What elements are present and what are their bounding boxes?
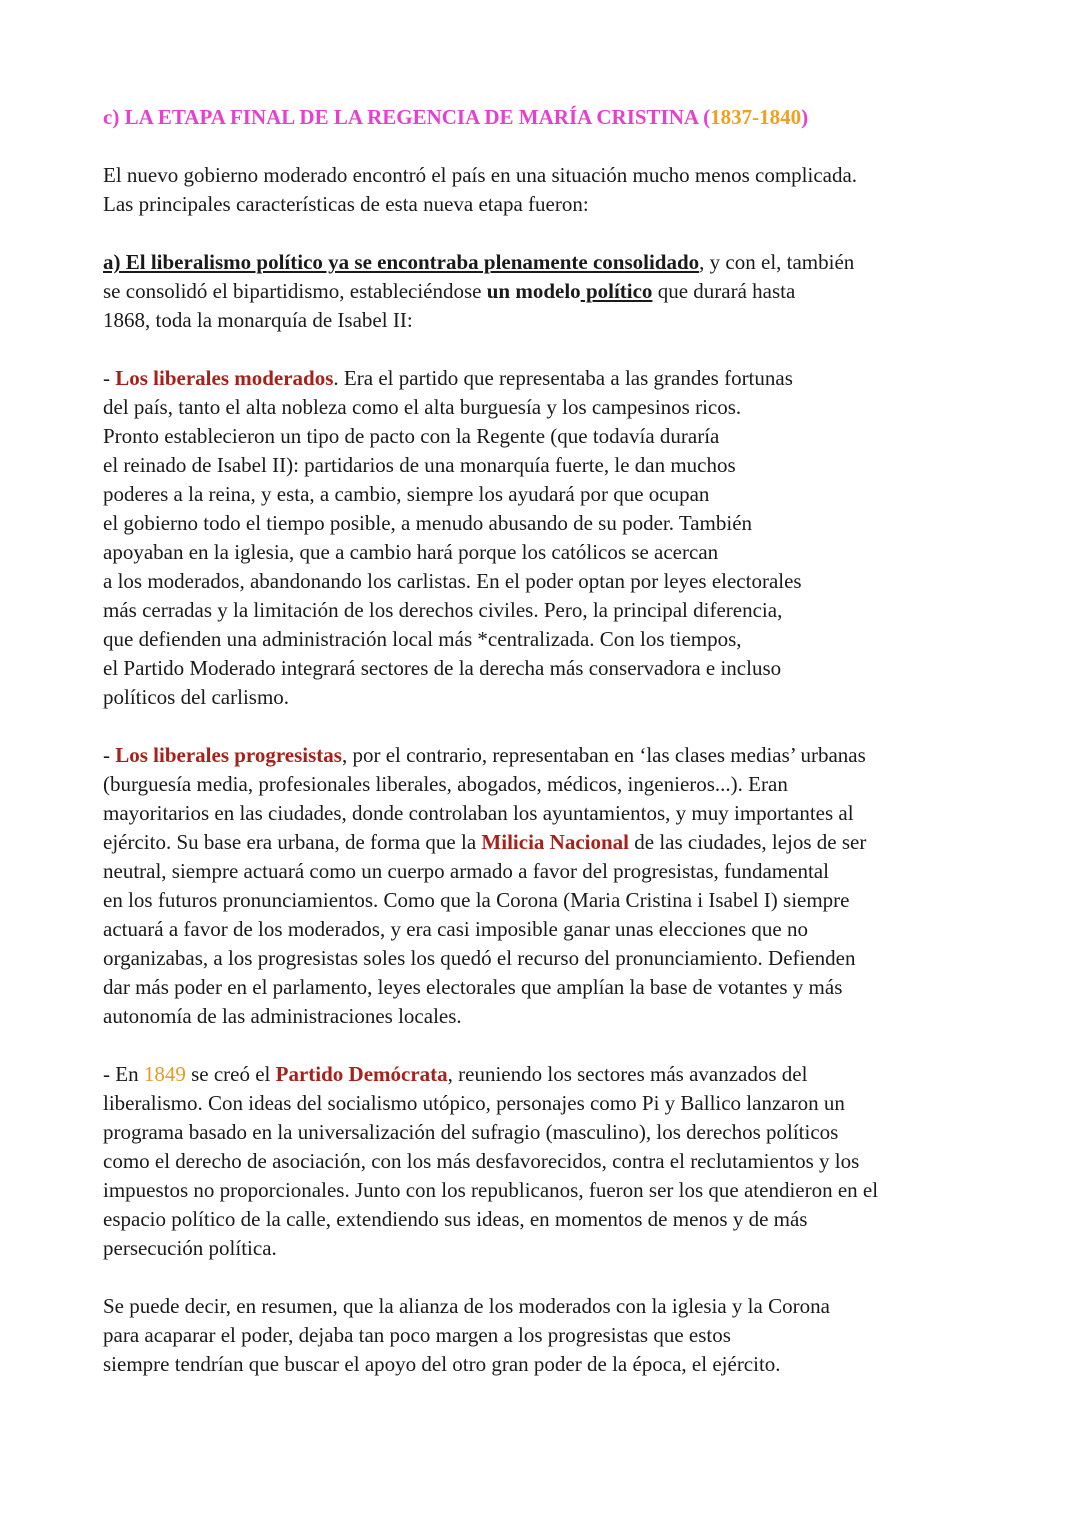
point-a-text: se consolidó el bipartidismo, estableciéndose [103,279,487,303]
dash: - [103,743,116,767]
moderados-line: poderes a la reina, y esta, a cambio, siempre los ayudará por que ocupan [103,482,710,506]
point-a-line [103,277,1003,306]
progresistas-text: ejército. Su base era urbana, de forma que la [103,830,482,854]
conclusion-paragraph [103,1292,1003,1379]
moderados-term: Los liberales moderados [115,366,334,390]
democrata-line: persecución política. [103,1236,277,1260]
democrata-text: se creó el [185,1062,276,1086]
conclusion-line: siempre tendrían que buscar el apoyo del otro gran poder de la época, el ejército. [103,1352,781,1376]
moderados-line: Pronto establecieron un tipo de pacto con la Regente (que todavía duraría [103,424,720,448]
point-a-text: que durará hasta [652,279,796,303]
democrata-text: - En [103,1062,144,1086]
point-a-heading: a) El liberalismo político ya se encontraba plenamente consolidado [103,250,700,274]
point-a-line: 1868, toda la monarquía de Isabel II: [103,308,413,332]
progresistas-line: organizabas, a los progresistas soles los quedó el recurso del pronunciamiento. Defienden [103,946,856,970]
democrata-paragraph [103,1060,1003,1263]
intro-paragraph [103,161,1003,219]
section-title [103,103,1003,132]
point-a-bold-underline: político [580,279,653,303]
title-years: 1837-1840 [710,105,802,129]
progresistas-line: mayoritarios en las ciudades, donde controlaban los ayuntamientos, y muy importantes al [103,801,854,825]
democrata-line: programa basado en la universalización del sufragio (masculino), los derechos políticos [103,1120,839,1144]
democrata-text: , reuniendo los sectores más avanzados del [447,1062,808,1086]
progresistas-paragraph [103,741,1003,1031]
conclusion-line: para acaparar el poder, dejaba tan poco margen a los progresistas que estos [103,1323,731,1347]
moderados-line: más cerradas y la limitación de los derechos civiles. Pero, la principal diferencia, [103,598,783,622]
progresistas-line: neutral, siempre actuará como un cuerpo armado a favor del progresistas, fundamental [103,859,829,883]
point-a-paragraph [103,248,1003,335]
moderados-line: a los moderados, abandonando los carlistas. En el poder optan por leyes electorales [103,569,802,593]
milicia-nacional-term: Milicia Nacional [481,830,629,854]
moderados-text: . Era el partido que representaba a las grandes fortunas [333,366,793,390]
progresistas-line: en los futuros pronunciamientos. Como que la Corona (Maria Cristina i Isabel I) siempre [103,888,850,912]
democrata-line: impuestos no proporcionales. Junto con los republicanos, fueron ser los que atendieron en el [103,1178,879,1202]
progresistas-line: (burguesía media, profesionales liberales, abogados, médicos, ingenieros...). Eran [103,772,788,796]
moderados-line: políticos del carlismo. [103,685,290,709]
point-a-line [103,248,1003,277]
democrata-line: como el derecho de asociación, con los más desfavorecidos, contra el reclutamientos y los [103,1149,860,1173]
progresistas-line [103,828,1003,857]
democrata-line: espacio político de la calle, extendiendo sus ideas, en momentos de menos y de más [103,1207,808,1231]
moderados-line: apoyaban en la iglesia, que a cambio hará porque los católicos se acercan [103,540,719,564]
progresistas-line [103,741,1003,770]
progresistas-line: autonomía de las administraciones locales. [103,1004,462,1028]
intro-line: El nuevo gobierno moderado encontró el país en una situación mucho menos complicada. [103,163,858,187]
moderados-line: el gobierno todo el tiempo posible, a menudo abusando de su poder. También [103,511,753,535]
moderados-paragraph [103,364,1003,712]
moderados-line: el Partido Moderado integrará sectores de la derecha más conservadora e incluso [103,656,782,680]
moderados-line: que defienden una administración local más *centralizada. Con los tiempos, [103,627,742,651]
title-close: ) [801,105,809,129]
democrata-line: liberalismo. Con ideas del socialismo utópico, personajes como Pi y Ballico lanzaron un [103,1091,845,1115]
democrata-line [103,1060,1003,1089]
progresistas-line: actuará a favor de los moderados, y era casi imposible ganar unas elecciones que no [103,917,808,941]
progresistas-term: Los liberales progresistas [115,743,342,767]
progresistas-text: , por el contrario, representaban en ‘las clases medias’ urbanas [341,743,866,767]
moderados-line: del país, tanto el alta nobleza como el alta burguesía y los campesinos ricos. [103,395,742,419]
title-text: c) LA ETAPA FINAL DE LA REGENCIA DE MARÍA CRISTINA ( [103,105,711,129]
moderados-line [103,364,1003,393]
partido-democrata-term: Partido Demócrata [275,1062,448,1086]
dash: - [103,366,116,390]
conclusion-line: Se puede decir, en resumen, que la alianza de los moderados con la iglesia y la Corona [103,1294,830,1318]
intro-line: Las principales características de esta nueva etapa fueron: [103,192,589,216]
progresistas-line: dar más poder en el parlamento, leyes electorales que amplían la base de votantes y más [103,975,843,999]
document-page [103,103,1003,1408]
point-a-bold: un modelo [486,279,581,303]
moderados-line: el reinado de Isabel II): partidarios de una monarquía fuerte, le dan muchos [103,453,736,477]
progresistas-text: de las ciudades, lejos de ser [629,830,867,854]
point-a-text: , y con el, también [699,250,855,274]
democrata-year: 1849 [143,1062,186,1086]
